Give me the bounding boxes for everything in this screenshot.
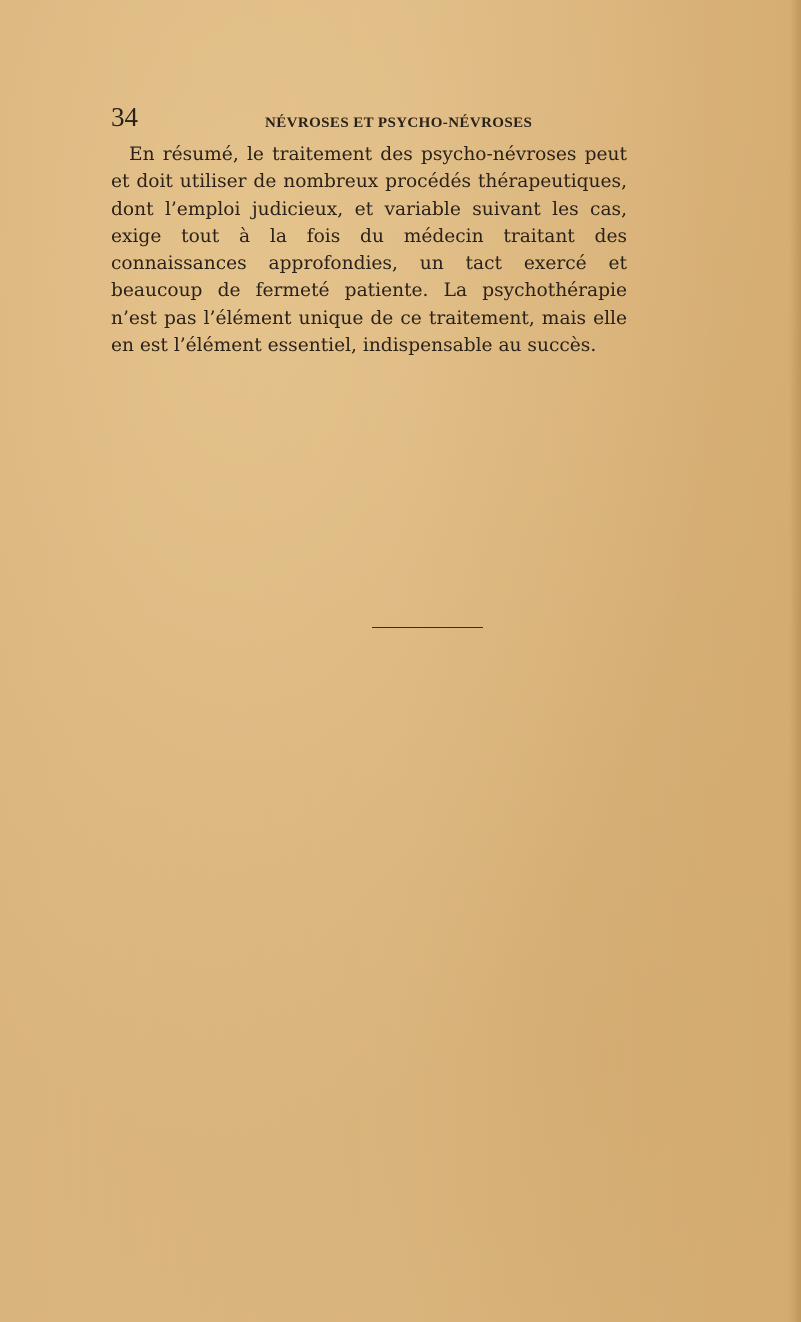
running-title: NÉVROSES ET PSYCHO-NÉVROSES [265, 115, 533, 131]
running-head [111, 102, 591, 138]
page-edge-shadow [789, 0, 801, 1322]
end-of-section-rule [372, 627, 483, 628]
page-number: 34 [111, 102, 138, 132]
body-paragraph: En résumé, le traitement des psycho-névroses peut et doit utiliser de nombreux procédés thérapeutiques, dont l’emploi judicieux, et variable suivant les cas, exige tout à la fois du médecin traitant des connaissances approfondies, un tact exercé et beaucoup de fermeté patiente. La psychothérapie n’est pas l’élément unique de ce traitement, mais elle en est l’élément essentiel, indispensable au succès. [111, 144, 627, 357]
